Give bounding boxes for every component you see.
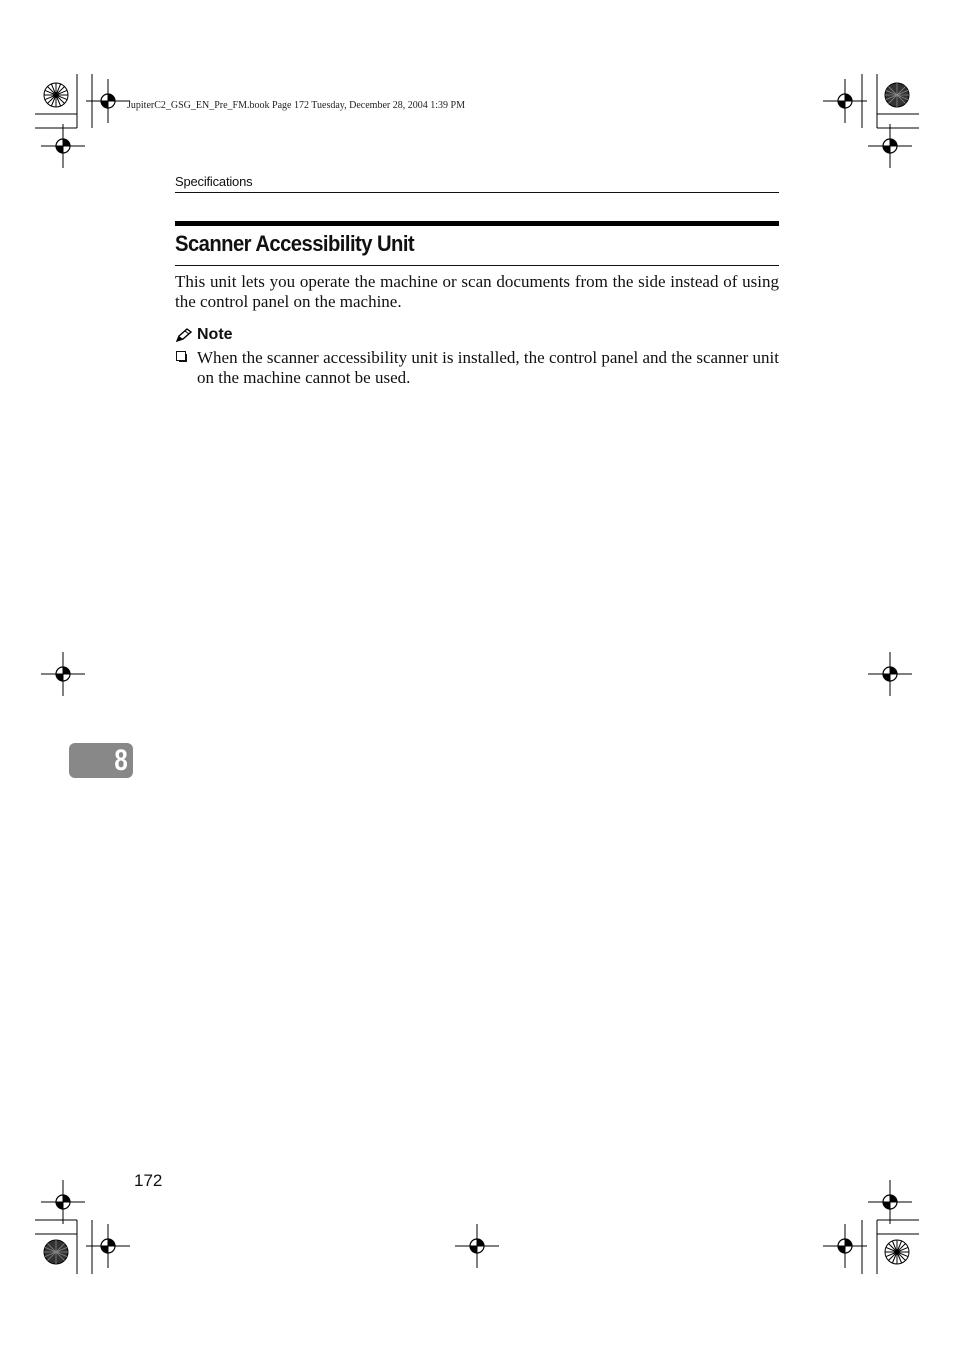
chapter-tab	[69, 743, 133, 778]
page-number: 172	[134, 1171, 163, 1190]
section-top-rule	[175, 221, 779, 226]
note-item: When the scanner accessibility unit is installed, the control panel and the scanner unit on the machine cannot be used.	[197, 348, 779, 387]
header-rule	[175, 192, 779, 193]
file-info-line: JupiterC2_GSG_EN_Pre_FM.book Page 172 Tuesday, December 28, 2004 1:39 PM	[127, 100, 465, 111]
note-heading	[175, 326, 233, 344]
section-bottom-rule	[175, 265, 779, 266]
chapter-number: 8	[114, 744, 128, 777]
running-head: Specifications	[175, 174, 253, 189]
note-label: Note	[197, 326, 233, 343]
intro-paragraph: This unit lets you operate the machine or scan documents from the side instead of using the control panel on the machine.	[175, 272, 779, 311]
section-title: Scanner Accessibility Unit	[175, 231, 415, 256]
checkbox-bullet-icon	[176, 351, 186, 361]
pencil-icon	[175, 328, 193, 343]
